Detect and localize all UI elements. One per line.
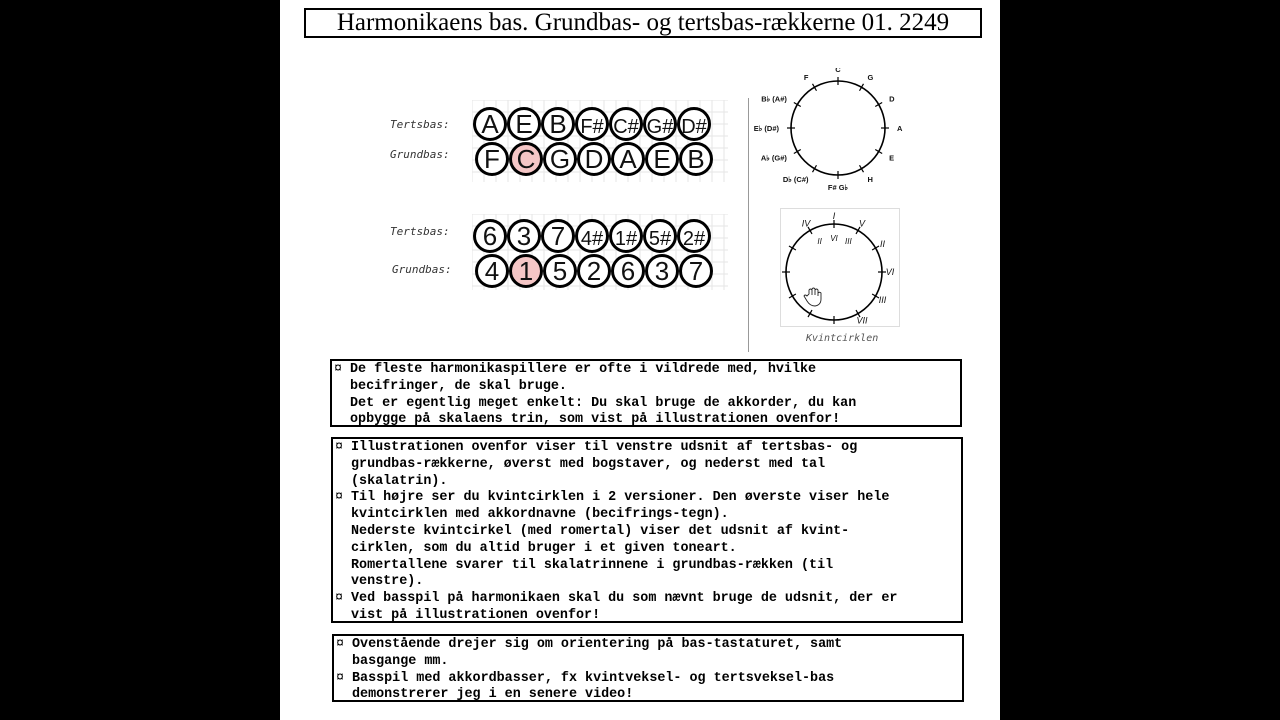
circle-top-label-0: C xyxy=(835,68,841,74)
bass-buttons-numbers-grid xyxy=(472,214,728,290)
circle-top-label-5: H xyxy=(867,175,873,185)
letters-tertsbas-button-5 xyxy=(645,109,676,140)
tertsbas-label-numbers: Tertsbas: xyxy=(390,225,450,238)
circle-of-fifths-chords xyxy=(754,68,914,192)
numbers-grundbas-button-6 xyxy=(681,256,712,287)
numbers-tertsbas-label-4: 1# xyxy=(614,228,638,250)
letters-grundbas-label-0: F xyxy=(484,144,500,174)
numbers-tertsbas-label-5: 5# xyxy=(648,228,672,250)
circle-bottom-label-2: II xyxy=(879,239,886,249)
box2-text-line: ¤ Illustrationen ovenfor viser til venstre udsnit af tertsbas- og xyxy=(351,440,858,455)
numbers-grundbas-button-1 xyxy=(511,256,542,287)
numbers-tertsbas-label-0: 6 xyxy=(482,221,498,251)
box2-text-line: (skalatrin). xyxy=(351,473,448,489)
numbers-grundbas-button-2 xyxy=(545,256,576,287)
box2-text-line: Nederste kvintcirkel (med romertal) viser det udsnit af kvint- xyxy=(351,523,850,539)
letters-grundbas-button-4 xyxy=(613,144,644,175)
numbers-tertsbas-label-6: 2# xyxy=(682,228,706,250)
letters-tertsbas-label-4: C# xyxy=(613,116,639,138)
numbers-grundbas-label-1: 1 xyxy=(518,256,534,286)
numbers-grundbas-label-0: 4 xyxy=(484,256,500,286)
box2-text-line: ¤ Til højre ser du kvintcirklen i 2 versioner. Den øverste viser hele xyxy=(351,490,890,506)
document-page xyxy=(280,0,1000,720)
box1-paragraph xyxy=(336,396,956,430)
box3-paragraph xyxy=(338,637,958,671)
box2-text-line: kvintcirklen med akkordnavne (becifrings-tegn). xyxy=(351,507,729,523)
circle-top-label-4: E xyxy=(889,153,895,163)
numbers-grundbas-button-3 xyxy=(579,256,610,287)
circle-bottom-label-1: V xyxy=(858,218,866,229)
letters-grundbas-label-5: E xyxy=(653,144,671,174)
letters-tertsbas-label-1: E xyxy=(515,109,533,139)
letters-grundbas-label-1: C xyxy=(516,144,536,174)
circle-caption: Kvintcirklen xyxy=(806,333,879,344)
letters-tertsbas-button-0 xyxy=(475,109,506,140)
box3-paragraph xyxy=(338,671,958,705)
numbers-grundbas-label-4: 6 xyxy=(620,256,636,286)
numbers-grundbas-button-0 xyxy=(477,256,508,287)
letters-grundbas-button-6 xyxy=(681,144,712,175)
numbers-tertsbas-button-2 xyxy=(543,221,574,252)
letters-tertsbas-button-6 xyxy=(679,109,710,140)
box2-text-line: Romertallene svarer til skalatrinnene i grundbas-rækken (til xyxy=(351,557,834,573)
box3-text-line: ¤ Ovenstående drejer sig om orientering på bas-tastaturet, samt xyxy=(352,637,843,652)
letters-tertsbas-label-5: G# xyxy=(646,116,674,138)
numbers-grundbas-button-4 xyxy=(613,256,644,287)
circle-top-ring xyxy=(791,81,885,175)
box2-text-line: venstre). xyxy=(351,574,424,590)
numbers-tertsbas-label-2: 7 xyxy=(550,221,566,251)
letters-tertsbas-label-0: A xyxy=(481,109,499,139)
circle-bottom-label-5: VII xyxy=(856,315,868,326)
letters-grundbas-label-6: B xyxy=(687,144,705,174)
numbers-tertsbas-label-1: 3 xyxy=(516,221,532,251)
letters-tertsbas-label-6: D# xyxy=(681,116,707,138)
tertsbas-label-letters: Tertsbas: xyxy=(390,118,450,131)
circle-top-label-10: B♭ (A#) xyxy=(761,94,787,104)
circle-bottom-inner-label-2: III xyxy=(845,237,852,247)
circle-top-label-3: A xyxy=(897,124,903,133)
grundbas-label-letters: Grundbas: xyxy=(390,148,450,161)
numbers-tertsbas-button-5 xyxy=(645,221,676,252)
letters-grundbas-button-2 xyxy=(545,144,576,175)
box2-text-line: vist på illustrationen ovenfor! xyxy=(351,607,601,623)
box2-paragraph xyxy=(337,440,957,490)
numbers-grundbas-button-5 xyxy=(647,256,678,287)
box2-paragraph xyxy=(337,524,957,558)
numbers-tertsbas-label-3: 4# xyxy=(580,228,604,250)
circle-bottom-label-0: I xyxy=(832,211,836,221)
box3-text-line: basgange mm. xyxy=(352,653,449,669)
circle-bottom-label-4: III xyxy=(878,295,887,305)
box2-paragraph xyxy=(337,591,957,625)
numbers-tertsbas-button-4 xyxy=(611,221,642,252)
box1-text-line: opbygge på skalaens trin, som vist på illustrationen ovenfor! xyxy=(350,412,841,428)
circle-of-fifths-roman xyxy=(780,208,900,328)
letters-tertsbas-button-1 xyxy=(509,109,540,140)
circle-top-label-1: G xyxy=(867,72,874,82)
letters-tertsbas-button-4 xyxy=(611,109,642,140)
info-box-1 xyxy=(330,359,962,427)
numbers-grundbas-label-3: 2 xyxy=(586,256,602,286)
numbers-tertsbas-button-0 xyxy=(475,221,506,252)
letters-grundbas-button-0 xyxy=(477,144,508,175)
numbers-grundbas-label-5: 3 xyxy=(654,256,670,286)
letters-tertsbas-button-3 xyxy=(577,109,608,140)
hand-cursor-icon xyxy=(804,288,821,306)
box1-paragraph xyxy=(336,362,956,396)
box2-text-line: ¤ Ved basspil på harmonikaen skal du som nævnt bruge de udsnit, der er xyxy=(351,591,898,607)
circle-bottom-inner-label-0: II xyxy=(817,237,822,247)
letters-tertsbas-label-2: B xyxy=(549,109,567,139)
circle-top-label-2: D xyxy=(889,94,895,104)
circle-bottom-inner-label-1: VI xyxy=(830,234,838,243)
circle-top-label-6: F# G♭ xyxy=(827,183,849,192)
numbers-grundbas-label-2: 5 xyxy=(552,256,568,286)
numbers-grundbas-label-6: 7 xyxy=(688,256,704,286)
letters-tertsbas-button-2 xyxy=(543,109,574,140)
letters-grundbas-button-5 xyxy=(647,144,678,175)
box3-text-line: demonstrerer jeg i en senere video! xyxy=(352,687,634,703)
box1-text-line: ¤ De fleste harmonikaspillere er ofte i vildrede med, hvilke xyxy=(350,362,817,377)
circle-top-label-9: E♭ (D#) xyxy=(754,124,779,133)
bass-buttons-letters-grid xyxy=(472,100,728,182)
box1-text-line: Det er egentlig meget enkelt: Du skal bruge de akkorder, du kan xyxy=(350,395,857,411)
vertical-divider xyxy=(748,98,749,352)
circle-bottom-label-3: VI xyxy=(885,267,895,277)
letters-grundbas-button-3 xyxy=(579,144,610,175)
box2-paragraph xyxy=(337,490,957,524)
circle-top-label-7: D♭ (C#) xyxy=(782,175,809,185)
page-title: Harmonikaens bas. Grundbas- og tertsbas-rækkerne 01. 2249 xyxy=(304,8,982,38)
box3-text-line: ¤ Basspil med akkordbasser, fx kvintveksel- og tertsveksel-bas xyxy=(352,670,835,686)
numbers-tertsbas-button-1 xyxy=(509,221,540,252)
numbers-tertsbas-button-3 xyxy=(577,221,608,252)
circle-bottom-label-6: IV xyxy=(801,218,811,229)
box2-paragraph xyxy=(337,558,957,592)
letters-grundbas-label-2: G xyxy=(549,144,571,174)
circle-top-label-11: F xyxy=(803,72,809,82)
box2-text-line: grundbas-rækkerne, øverst med bogstaver, og nederst med tal xyxy=(351,456,826,472)
letters-grundbas-button-1 xyxy=(511,144,542,175)
info-box-3 xyxy=(332,634,964,702)
letters-tertsbas-label-3: F# xyxy=(580,116,604,138)
box1-text-line: becifringer, de skal bruge. xyxy=(350,378,567,394)
grundbas-label-numbers: Grundbas: xyxy=(392,263,452,276)
box2-text-line: cirklen, som du altid bruger i et given toneart. xyxy=(351,540,737,556)
info-box-2 xyxy=(331,437,963,623)
circle-top-label-8: A♭ (G#) xyxy=(760,153,787,163)
numbers-tertsbas-button-6 xyxy=(679,221,710,252)
letters-grundbas-label-3: D xyxy=(584,144,604,174)
letters-grundbas-label-4: A xyxy=(619,144,637,174)
